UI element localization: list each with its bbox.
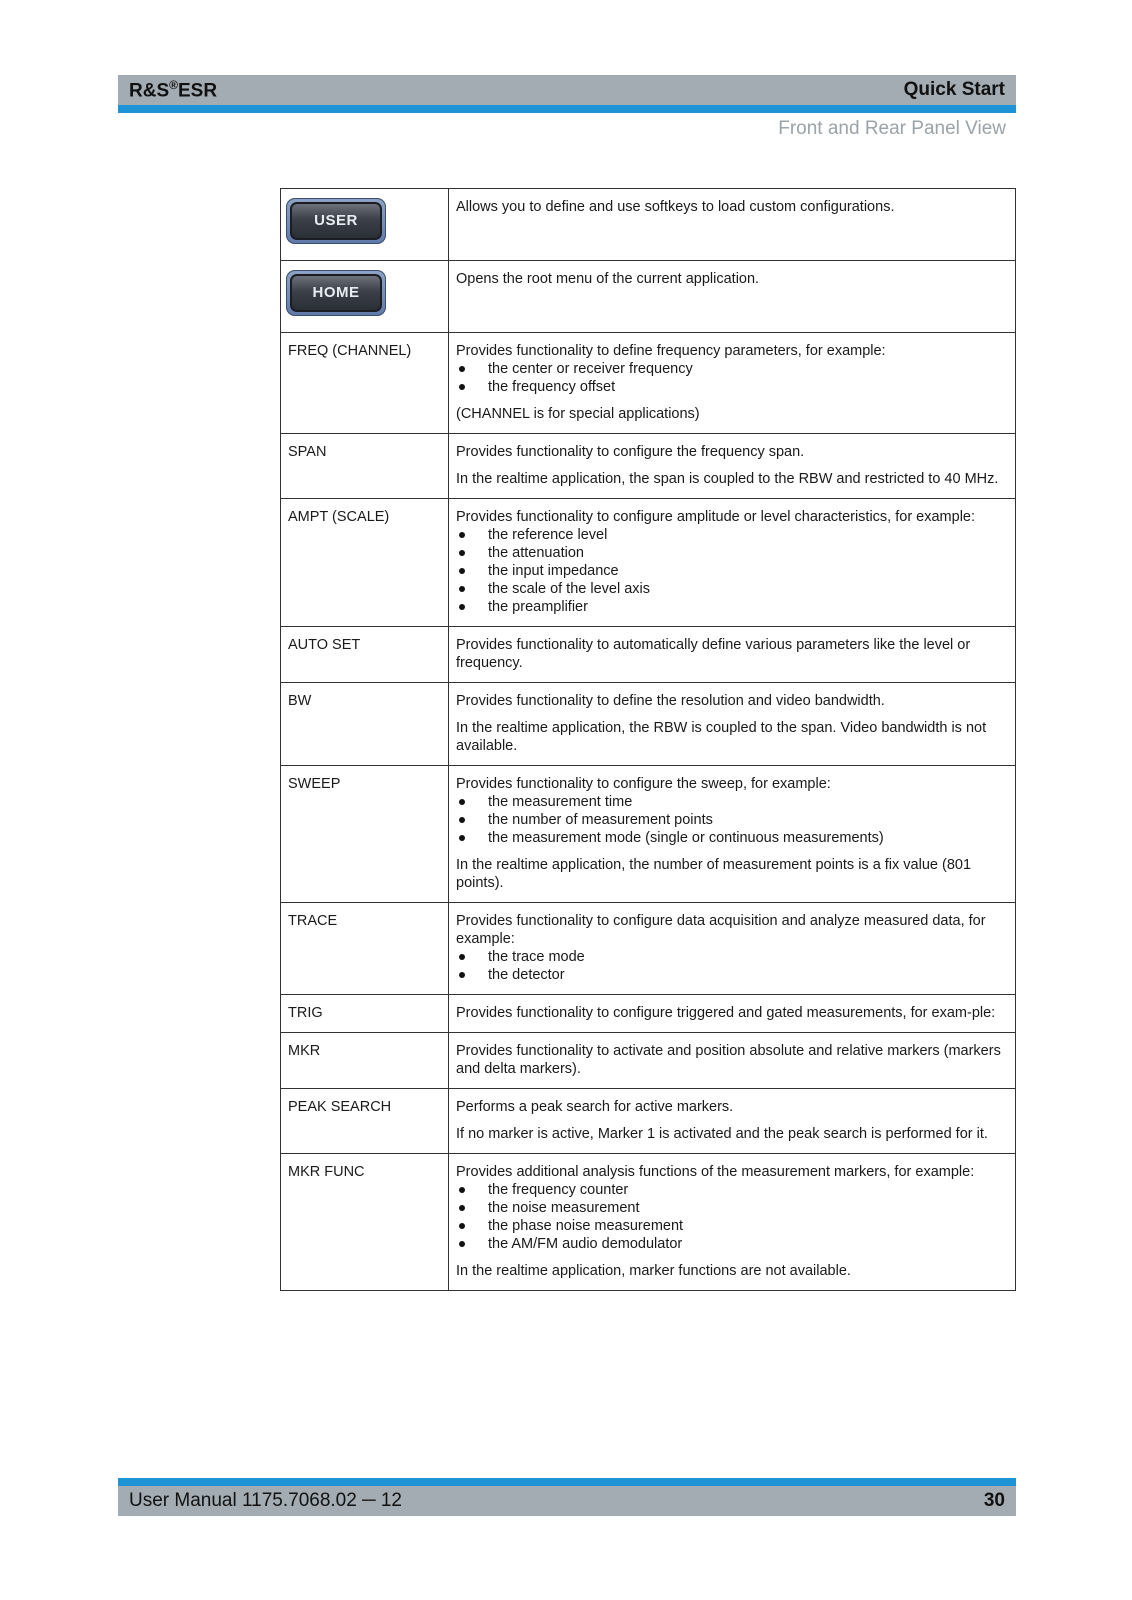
description-paragraph xyxy=(456,342,1007,360)
page-number: 30 xyxy=(983,1490,1005,1511)
table-row xyxy=(281,1089,1016,1154)
paragraph-text: Provides additional analysis functions of the measurement markers, for example: xyxy=(456,1164,975,1180)
paragraph-text: In the realtime application, the span is coupled to the RBW and restricted to 40 MHz. xyxy=(456,471,999,487)
home-key-image xyxy=(286,270,386,316)
bullet-item: the preamplifier xyxy=(456,598,1007,616)
key-name-cell: PEAK SEARCH xyxy=(281,1089,449,1154)
description-paragraph xyxy=(456,1042,1007,1078)
key-description-cell xyxy=(449,683,1016,766)
bullet-item: the frequency counter xyxy=(456,1181,1007,1199)
paragraph-text: If no marker is active, Marker 1 is activated and the peak search is performed for it. xyxy=(456,1126,988,1142)
bullet-item: the attenuation xyxy=(456,544,1007,562)
paragraph-text: (CHANNEL is for special applications) xyxy=(456,406,700,422)
paragraph-text: Provides functionality to configure the frequency span. xyxy=(456,444,805,460)
page-header xyxy=(118,75,1016,105)
bullet-list xyxy=(456,360,1007,396)
paragraph-text: Provides functionality to define the resolution and video bandwidth. xyxy=(456,693,885,709)
bullet-item: the measurement time xyxy=(456,793,1007,811)
chapter-title: Quick Start xyxy=(903,79,1005,100)
footer-accent-bar xyxy=(118,1478,1016,1486)
key-name-cell: TRIG xyxy=(281,995,449,1033)
key-description-cell xyxy=(449,627,1016,683)
paragraph-text: In the realtime application, the number of measurement points is a fix value (801 points). xyxy=(456,857,972,891)
description-paragraph xyxy=(456,719,1007,755)
key-image-cell xyxy=(281,261,449,333)
table-row xyxy=(281,434,1016,499)
key-description-cell xyxy=(449,434,1016,499)
paragraph-text: Provides functionality to define frequency parameters, for example: xyxy=(456,343,886,359)
key-image-label: USER xyxy=(290,202,382,240)
description-paragraph xyxy=(456,470,1007,488)
table-row xyxy=(281,683,1016,766)
key-description-cell xyxy=(449,766,1016,903)
table-row xyxy=(281,766,1016,903)
description-paragraph xyxy=(456,856,1007,892)
description-paragraph xyxy=(456,1163,1007,1181)
key-description-cell xyxy=(449,995,1016,1033)
description-paragraph xyxy=(456,405,1007,423)
description-paragraph xyxy=(456,1125,1007,1143)
header-accent-bar xyxy=(118,105,1016,113)
bullet-item: the center or receiver frequency xyxy=(456,360,1007,378)
paragraph-text: Provides functionality to configure amplitude or level characteristics, for example: xyxy=(456,509,976,525)
bullet-list xyxy=(456,793,1007,847)
key-name-cell: SWEEP xyxy=(281,766,449,903)
table-row xyxy=(281,903,1016,995)
description-paragraph xyxy=(456,692,1007,710)
bullet-item: the phase noise measurement xyxy=(456,1217,1007,1235)
key-description-cell xyxy=(449,903,1016,995)
bullet-list xyxy=(456,1181,1007,1253)
key-name-cell: BW xyxy=(281,683,449,766)
key-name-cell: MKR xyxy=(281,1033,449,1089)
description-paragraph xyxy=(456,1262,1007,1280)
manual-id: User Manual 1175.7068.02 ─ 12 xyxy=(129,1490,402,1511)
bullet-item: the frequency offset xyxy=(456,378,1007,396)
table-row xyxy=(281,261,1016,333)
section-title: Front and Rear Panel View xyxy=(778,118,1006,139)
key-description-cell xyxy=(449,1033,1016,1089)
key-name-cell: MKR FUNC xyxy=(281,1154,449,1291)
description-paragraph xyxy=(456,636,1007,672)
page-footer xyxy=(118,1486,1016,1516)
paragraph-text: Provides functionality to configure the sweep, for example: xyxy=(456,776,831,792)
paragraph-text: Provides functionality to configure data acquisition and analyze measured data, for example: xyxy=(456,913,986,947)
description-paragraph xyxy=(456,270,1007,288)
table-row xyxy=(281,189,1016,261)
key-name-cell: SPAN xyxy=(281,434,449,499)
bullet-item: the reference level xyxy=(456,526,1007,544)
description-paragraph xyxy=(456,443,1007,461)
paragraph-text: Allows you to define and use softkeys to load custom configurations. xyxy=(456,199,895,215)
paragraph-text: In the realtime application, marker functions are not available. xyxy=(456,1263,851,1279)
bullet-list xyxy=(456,526,1007,616)
table-row xyxy=(281,627,1016,683)
table-row xyxy=(281,499,1016,627)
bullet-item: the detector xyxy=(456,966,1007,984)
user-key-image xyxy=(286,198,386,244)
bullet-item: the input impedance xyxy=(456,562,1007,580)
registered-mark: ® xyxy=(169,77,178,92)
description-paragraph xyxy=(456,1004,1007,1022)
description-paragraph xyxy=(456,198,1007,216)
key-description-table xyxy=(280,188,1016,1291)
key-description-cell xyxy=(449,189,1016,261)
bullet-item: the noise measurement xyxy=(456,1199,1007,1217)
table-row xyxy=(281,1154,1016,1291)
key-name-cell: AUTO SET xyxy=(281,627,449,683)
paragraph-text: Opens the root menu of the current application. xyxy=(456,271,760,287)
paragraph-text: Provides functionality to configure triggered and gated measurements, for exam-ple: xyxy=(456,1005,996,1021)
bullet-list xyxy=(456,948,1007,984)
key-description-cell xyxy=(449,499,1016,627)
key-name-cell: FREQ (CHANNEL) xyxy=(281,333,449,434)
table-row xyxy=(281,1033,1016,1089)
key-description-cell xyxy=(449,333,1016,434)
bullet-item: the measurement mode (single or continuous measurements) xyxy=(456,829,1007,847)
key-description-cell xyxy=(449,261,1016,333)
paragraph-text: Provides functionality to automatically define various parameters like the level or frequency. xyxy=(456,637,971,671)
bullet-item: the trace mode xyxy=(456,948,1007,966)
table-row xyxy=(281,995,1016,1033)
description-paragraph xyxy=(456,1098,1007,1116)
bullet-item: the AM/FM audio demodulator xyxy=(456,1235,1007,1253)
paragraph-text: Performs a peak search for active markers. xyxy=(456,1099,734,1115)
key-name-cell: TRACE xyxy=(281,903,449,995)
key-description-cell xyxy=(449,1154,1016,1291)
product-name: R&S®ESR xyxy=(129,77,218,102)
key-name-cell: AMPT (SCALE) xyxy=(281,499,449,627)
description-paragraph xyxy=(456,508,1007,526)
paragraph-text: In the realtime application, the RBW is coupled to the span. Video bandwidth is not available. xyxy=(456,720,987,754)
paragraph-text: Provides functionality to activate and position absolute and relative markers (markers and delta markers). xyxy=(456,1043,1001,1077)
key-description-cell xyxy=(449,1089,1016,1154)
table-row xyxy=(281,333,1016,434)
description-paragraph xyxy=(456,775,1007,793)
bullet-item: the number of measurement points xyxy=(456,811,1007,829)
description-paragraph xyxy=(456,912,1007,948)
key-image-label: HOME xyxy=(290,274,382,312)
key-image-cell xyxy=(281,189,449,261)
bullet-item: the scale of the level axis xyxy=(456,580,1007,598)
